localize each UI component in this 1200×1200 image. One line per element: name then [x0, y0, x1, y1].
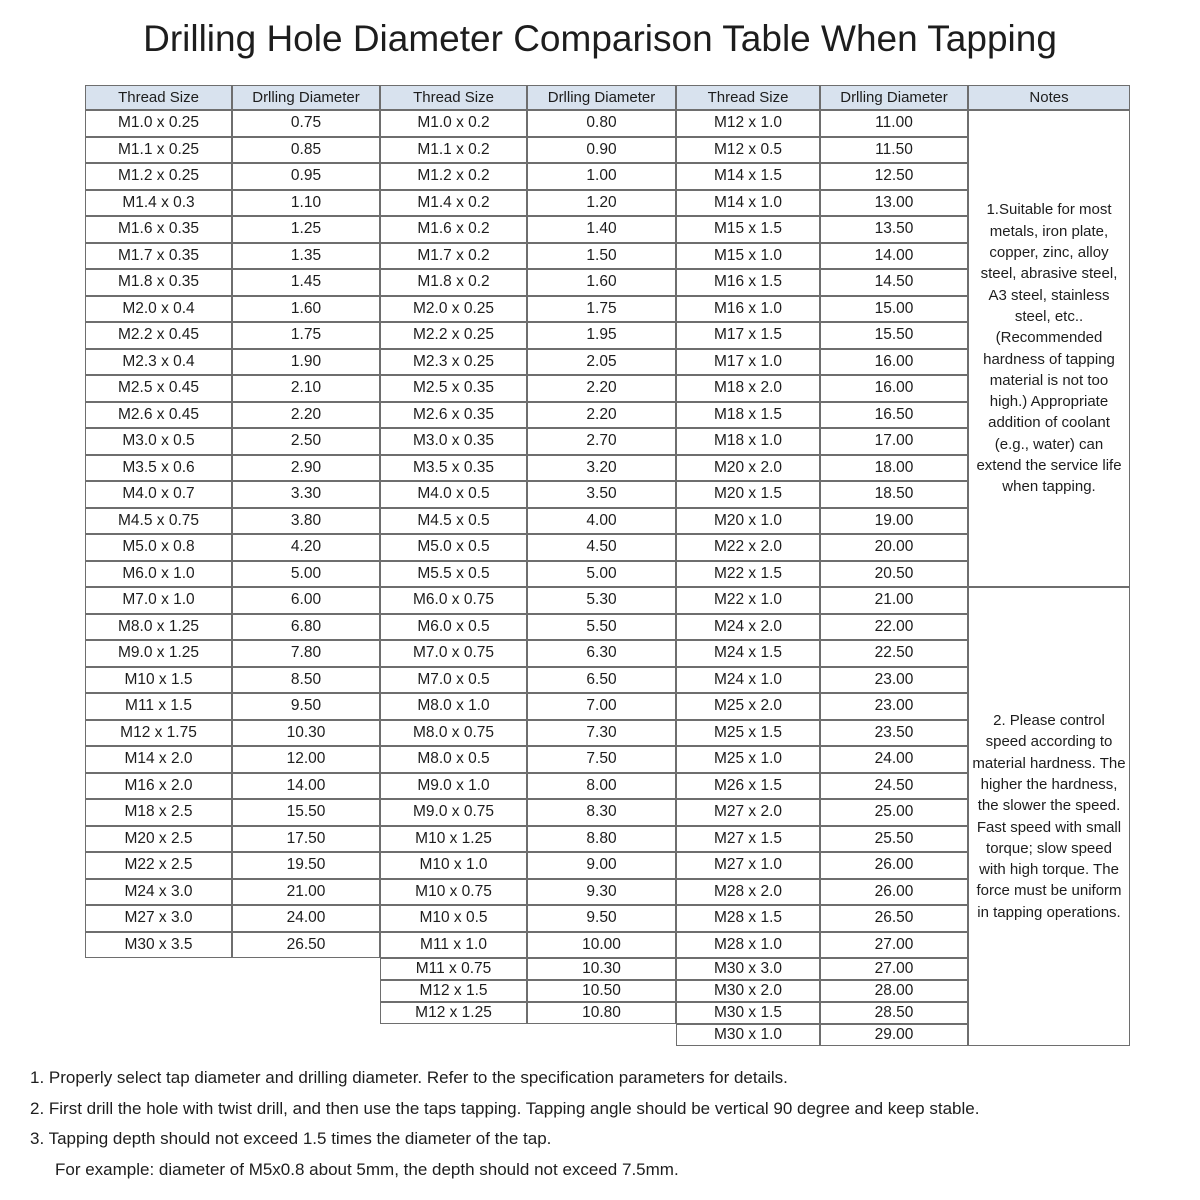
thread-size-cell: M8.0 x 0.75	[380, 720, 527, 747]
drilling-diameter-cell: 13.50	[820, 216, 968, 243]
drilling-diameter-cell: 1.50	[527, 243, 676, 270]
drilling-diameter-cell: 15.00	[820, 296, 968, 323]
drilling-diameter-cell: 20.50	[820, 561, 968, 588]
thread-size-cell: M2.3 x 0.4	[85, 349, 232, 376]
drilling-diameter-cell: 7.80	[232, 640, 380, 667]
thread-size-cell: M6.0 x 0.75	[380, 587, 527, 614]
thread-size-cell: M2.0 x 0.4	[85, 296, 232, 323]
drilling-diameter-cell: 6.50	[527, 667, 676, 694]
thread-size-cell: M10 x 1.25	[380, 826, 527, 853]
thread-size-cell: M10 x 1.5	[85, 667, 232, 694]
drilling-diameter-cell: 1.35	[232, 243, 380, 270]
thread-size-cell: M2.5 x 0.45	[85, 375, 232, 402]
thread-size-cell: M12 x 0.5	[676, 137, 820, 164]
drilling-diameter-cell: 0.80	[527, 110, 676, 137]
drilling-diameter-cell: 14.50	[820, 269, 968, 296]
thread-size-cell: M2.6 x 0.35	[380, 402, 527, 429]
drilling-diameter-cell: 4.50	[527, 534, 676, 561]
thread-size-cell: M4.0 x 0.5	[380, 481, 527, 508]
footer-note-2: 2. First drill the hole with twist drill, and then use the taps tapping. Tapping angle should be vertical 90 degree and keep stable.	[30, 1098, 980, 1118]
drilling-diameter-cell: 10.30	[527, 958, 676, 980]
thread-size-cell: M30 x 1.5	[676, 1002, 820, 1024]
thread-size-cell: M7.0 x 0.75	[380, 640, 527, 667]
drilling-diameter-cell: 8.50	[232, 667, 380, 694]
thread-size-cell: M2.2 x 0.45	[85, 322, 232, 349]
drilling-diameter-cell: 28.00	[820, 980, 968, 1002]
drilling-diameter-cell: 21.00	[232, 879, 380, 906]
drilling-diameter-cell: 2.50	[232, 428, 380, 455]
drilling-diameter-cell: 10.50	[527, 980, 676, 1002]
thread-size-cell: M27 x 3.0	[85, 905, 232, 932]
drilling-diameter-cell: 23.00	[820, 693, 968, 720]
drilling-diameter-cell: 0.95	[232, 163, 380, 190]
thread-size-cell: M3.0 x 0.35	[380, 428, 527, 455]
thread-size-cell: M18 x 2.5	[85, 799, 232, 826]
drilling-diameter-cell: 1.90	[232, 349, 380, 376]
footer-note-3: 3. Tapping depth should not exceed 1.5 times the diameter of the tap.	[30, 1129, 552, 1148]
thread-size-cell: M28 x 2.0	[676, 879, 820, 906]
thread-size-cell: M9.0 x 1.0	[380, 773, 527, 800]
drilling-diameter-cell: 5.00	[232, 561, 380, 588]
thread-size-cell: M1.2 x 0.25	[85, 163, 232, 190]
drilling-diameter-cell: 4.20	[232, 534, 380, 561]
thread-size-cell: M25 x 2.0	[676, 693, 820, 720]
drilling-diameter-cell: 3.80	[232, 508, 380, 535]
drilling-diameter-cell: 27.00	[820, 958, 968, 980]
thread-size-cell: M4.0 x 0.7	[85, 481, 232, 508]
drilling-diameter-cell: 7.30	[527, 720, 676, 747]
thread-size-cell: M1.7 x 0.35	[85, 243, 232, 270]
drilling-diameter-cell: 4.00	[527, 508, 676, 535]
drilling-diameter-cell: 22.50	[820, 640, 968, 667]
drilling-diameter-cell: 3.50	[527, 481, 676, 508]
drilling-diameter-cell: 24.50	[820, 773, 968, 800]
drilling-diameter-cell: 22.00	[820, 614, 968, 641]
drilling-diameter-cell: 9.30	[527, 879, 676, 906]
drilling-diameter-cell: 18.00	[820, 455, 968, 482]
drilling-diameter-cell: 17.50	[232, 826, 380, 853]
drilling-diameter-cell: 16.50	[820, 402, 968, 429]
thread-size-cell: M2.2 x 0.25	[380, 322, 527, 349]
column-header: Notes	[968, 85, 1130, 110]
thread-size-cell: M11 x 0.75	[380, 958, 527, 980]
drilling-diameter-cell: 3.30	[232, 481, 380, 508]
thread-size-cell: M9.0 x 0.75	[380, 799, 527, 826]
drilling-diameter-cell: 10.00	[527, 932, 676, 959]
thread-size-cell: M16 x 1.0	[676, 296, 820, 323]
drilling-diameter-cell: 7.50	[527, 746, 676, 773]
drilling-diameter-cell: 26.50	[232, 932, 380, 959]
thread-size-cell: M11 x 1.5	[85, 693, 232, 720]
thread-size-cell: M4.5 x 0.5	[380, 508, 527, 535]
drilling-diameter-cell: 0.75	[232, 110, 380, 137]
column-header: Thread Size	[676, 85, 820, 110]
drilling-diameter-cell: 18.50	[820, 481, 968, 508]
drilling-diameter-cell: 2.05	[527, 349, 676, 376]
thread-size-cell: M5.5 x 0.5	[380, 561, 527, 588]
column-header: Thread Size	[85, 85, 232, 110]
thread-size-cell: M24 x 1.0	[676, 667, 820, 694]
footer-notes	[30, 1068, 1180, 1190]
drilling-diameter-cell: 1.00	[527, 163, 676, 190]
thread-size-cell: M22 x 1.0	[676, 587, 820, 614]
thread-size-cell: M2.0 x 0.25	[380, 296, 527, 323]
drilling-diameter-cell: 3.20	[527, 455, 676, 482]
thread-size-cell: M12 x 1.25	[380, 1002, 527, 1024]
drilling-diameter-cell: 0.85	[232, 137, 380, 164]
thread-size-cell: M28 x 1.5	[676, 905, 820, 932]
footer-note-1: 1. Properly select tap diameter and drilling diameter. Refer to the specification parameters for details.	[30, 1068, 788, 1087]
thread-size-cell: M10 x 0.5	[380, 905, 527, 932]
thread-size-cell: M16 x 2.0	[85, 773, 232, 800]
drilling-diameter-cell: 0.90	[527, 137, 676, 164]
thread-size-cell: M8.0 x 1.25	[85, 614, 232, 641]
thread-size-cell: M26 x 1.5	[676, 773, 820, 800]
drilling-diameter-cell: 15.50	[820, 322, 968, 349]
drilling-diameter-cell: 5.50	[527, 614, 676, 641]
column-header: Drlling Diameter	[820, 85, 968, 110]
drilling-diameter-cell: 2.20	[232, 402, 380, 429]
drilling-diameter-cell: 2.20	[527, 375, 676, 402]
drilling-diameter-cell: 16.00	[820, 375, 968, 402]
drilling-diameter-cell: 9.50	[527, 905, 676, 932]
drilling-diameter-cell: 26.00	[820, 879, 968, 906]
column-header: Drlling Diameter	[232, 85, 380, 110]
thread-size-cell: M30 x 2.0	[676, 980, 820, 1002]
drilling-diameter-cell: 14.00	[820, 243, 968, 270]
drilling-diameter-cell: 11.50	[820, 137, 968, 164]
thread-size-cell: M4.5 x 0.75	[85, 508, 232, 535]
thread-size-cell: M24 x 3.0	[85, 879, 232, 906]
page-title: Drilling Hole Diameter Comparison Table When Tapping	[143, 18, 1057, 59]
drilling-diameter-cell: 15.50	[232, 799, 380, 826]
drilling-diameter-cell: 1.95	[527, 322, 676, 349]
drilling-diameter-cell: 14.00	[232, 773, 380, 800]
drilling-diameter-cell: 9.00	[527, 852, 676, 879]
drilling-diameter-cell: 23.50	[820, 720, 968, 747]
drilling-comparison-table	[85, 85, 1130, 1046]
thread-size-cell: M1.2 x 0.2	[380, 163, 527, 190]
thread-size-cell: M28 x 1.0	[676, 932, 820, 959]
thread-size-cell: M12 x 1.75	[85, 720, 232, 747]
drilling-diameter-cell: 5.30	[527, 587, 676, 614]
drilling-diameter-cell: 28.50	[820, 1002, 968, 1024]
drilling-diameter-cell: 16.00	[820, 349, 968, 376]
thread-size-cell: M6.0 x 1.0	[85, 561, 232, 588]
drilling-diameter-cell: 10.80	[527, 1002, 676, 1024]
drilling-diameter-cell: 13.00	[820, 190, 968, 217]
drilling-diameter-cell: 1.20	[527, 190, 676, 217]
drilling-diameter-cell: 24.00	[820, 746, 968, 773]
drilling-diameter-cell: 2.90	[232, 455, 380, 482]
drilling-diameter-cell: 25.50	[820, 826, 968, 853]
drilling-diameter-cell: 11.00	[820, 110, 968, 137]
drilling-diameter-cell: 21.00	[820, 587, 968, 614]
thread-size-cell: M1.7 x 0.2	[380, 243, 527, 270]
drilling-diameter-cell: 10.30	[232, 720, 380, 747]
thread-size-cell: M30 x 1.0	[676, 1024, 820, 1046]
drilling-diameter-cell: 6.00	[232, 587, 380, 614]
thread-size-cell: M17 x 1.0	[676, 349, 820, 376]
thread-size-cell: M1.0 x 0.25	[85, 110, 232, 137]
drilling-diameter-cell: 6.30	[527, 640, 676, 667]
thread-size-cell: M14 x 1.0	[676, 190, 820, 217]
thread-size-cell: M1.4 x 0.3	[85, 190, 232, 217]
thread-size-cell: M17 x 1.5	[676, 322, 820, 349]
notes-cell-1: 1.Suitable for most metals, iron plate, copper, zinc, alloy steel, abrasive steel, A3 steel, stainless steel, etc..(Recommended hardness of tapping material is not too high.) Appropriate addition of coolant (e.g., water) can extend the service life when tapping.	[968, 110, 1130, 587]
drilling-diameter-cell: 25.00	[820, 799, 968, 826]
thread-size-cell: M30 x 3.5	[85, 932, 232, 959]
thread-size-cell: M7.0 x 0.5	[380, 667, 527, 694]
drilling-diameter-cell: 8.30	[527, 799, 676, 826]
drilling-diameter-cell: 1.75	[232, 322, 380, 349]
drilling-diameter-cell: 8.00	[527, 773, 676, 800]
thread-size-cell: M2.3 x 0.25	[380, 349, 527, 376]
thread-size-cell: M5.0 x 0.8	[85, 534, 232, 561]
thread-size-cell: M12 x 1.5	[380, 980, 527, 1002]
thread-size-cell: M6.0 x 0.5	[380, 614, 527, 641]
drilling-diameter-cell: 12.00	[232, 746, 380, 773]
thread-size-cell: M7.0 x 1.0	[85, 587, 232, 614]
thread-size-cell: M20 x 2.0	[676, 455, 820, 482]
drilling-diameter-cell: 8.80	[527, 826, 676, 853]
drilling-diameter-cell: 6.80	[232, 614, 380, 641]
thread-size-cell: M25 x 1.5	[676, 720, 820, 747]
thread-size-cell: M22 x 2.5	[85, 852, 232, 879]
thread-size-cell: M1.6 x 0.35	[85, 216, 232, 243]
drilling-diameter-cell: 24.00	[232, 905, 380, 932]
drilling-diameter-cell: 9.50	[232, 693, 380, 720]
thread-size-cell: M9.0 x 1.25	[85, 640, 232, 667]
thread-size-cell: M1.0 x 0.2	[380, 110, 527, 137]
thread-size-cell: M1.1 x 0.25	[85, 137, 232, 164]
thread-size-cell: M15 x 1.0	[676, 243, 820, 270]
thread-size-cell: M14 x 1.5	[676, 163, 820, 190]
drilling-diameter-cell: 20.00	[820, 534, 968, 561]
thread-size-cell: M24 x 2.0	[676, 614, 820, 641]
thread-size-cell: M5.0 x 0.5	[380, 534, 527, 561]
drilling-diameter-cell: 1.10	[232, 190, 380, 217]
drilling-diameter-cell: 26.00	[820, 852, 968, 879]
drilling-diameter-cell: 29.00	[820, 1024, 968, 1046]
thread-size-cell: M2.5 x 0.35	[380, 375, 527, 402]
thread-size-cell: M8.0 x 1.0	[380, 693, 527, 720]
thread-size-cell: M20 x 1.0	[676, 508, 820, 535]
drilling-diameter-cell: 1.40	[527, 216, 676, 243]
drilling-diameter-cell: 1.25	[232, 216, 380, 243]
drilling-diameter-cell: 1.75	[527, 296, 676, 323]
thread-size-cell: M24 x 1.5	[676, 640, 820, 667]
thread-size-cell: M11 x 1.0	[380, 932, 527, 959]
notes-cell-2: 2. Please control speed according to material hardness. The higher the hardness, the slower the speed. Fast speed with small torque; slow speed with high torque. The force must be uniform in tapping operations.	[968, 587, 1130, 1046]
thread-size-cell: M3.5 x 0.35	[380, 455, 527, 482]
thread-size-cell: M27 x 2.0	[676, 799, 820, 826]
drilling-diameter-cell: 1.60	[232, 296, 380, 323]
thread-size-cell: M14 x 2.0	[85, 746, 232, 773]
drilling-diameter-cell: 12.50	[820, 163, 968, 190]
drilling-diameter-cell: 2.10	[232, 375, 380, 402]
drilling-diameter-cell: 17.00	[820, 428, 968, 455]
thread-size-cell: M10 x 1.0	[380, 852, 527, 879]
drilling-diameter-cell: 7.00	[527, 693, 676, 720]
thread-size-cell: M1.4 x 0.2	[380, 190, 527, 217]
thread-size-cell: M16 x 1.5	[676, 269, 820, 296]
thread-size-cell: M18 x 2.0	[676, 375, 820, 402]
drilling-diameter-cell: 23.00	[820, 667, 968, 694]
drilling-diameter-cell: 26.50	[820, 905, 968, 932]
thread-size-cell: M25 x 1.0	[676, 746, 820, 773]
thread-size-cell: M22 x 2.0	[676, 534, 820, 561]
drilling-diameter-cell: 5.00	[527, 561, 676, 588]
footer-note-example: For example: diameter of M5x0.8 about 5mm, the depth should not exceed 7.5mm.	[55, 1159, 679, 1179]
drilling-diameter-cell: 19.00	[820, 508, 968, 535]
drilling-diameter-cell: 2.70	[527, 428, 676, 455]
thread-size-cell: M27 x 1.0	[676, 852, 820, 879]
thread-size-cell: M1.1 x 0.2	[380, 137, 527, 164]
drilling-diameter-cell: 27.00	[820, 932, 968, 959]
thread-size-cell: M8.0 x 0.5	[380, 746, 527, 773]
thread-size-cell: M20 x 2.5	[85, 826, 232, 853]
thread-size-cell: M1.6 x 0.2	[380, 216, 527, 243]
thread-size-cell: M27 x 1.5	[676, 826, 820, 853]
drilling-diameter-cell: 1.45	[232, 269, 380, 296]
drilling-diameter-cell: 19.50	[232, 852, 380, 879]
column-header: Thread Size	[380, 85, 527, 110]
thread-size-cell: M18 x 1.5	[676, 402, 820, 429]
thread-size-cell: M3.0 x 0.5	[85, 428, 232, 455]
drilling-diameter-cell: 1.60	[527, 269, 676, 296]
thread-size-cell: M15 x 1.5	[676, 216, 820, 243]
thread-size-cell: M30 x 3.0	[676, 958, 820, 980]
drilling-diameter-cell: 2.20	[527, 402, 676, 429]
thread-size-cell: M2.6 x 0.45	[85, 402, 232, 429]
thread-size-cell: M1.8 x 0.35	[85, 269, 232, 296]
thread-size-cell: M10 x 0.75	[380, 879, 527, 906]
thread-size-cell: M18 x 1.0	[676, 428, 820, 455]
thread-size-cell: M20 x 1.5	[676, 481, 820, 508]
thread-size-cell: M3.5 x 0.6	[85, 455, 232, 482]
thread-size-cell: M12 x 1.0	[676, 110, 820, 137]
column-header: Drlling Diameter	[527, 85, 676, 110]
thread-size-cell: M1.8 x 0.2	[380, 269, 527, 296]
thread-size-cell: M22 x 1.5	[676, 561, 820, 588]
